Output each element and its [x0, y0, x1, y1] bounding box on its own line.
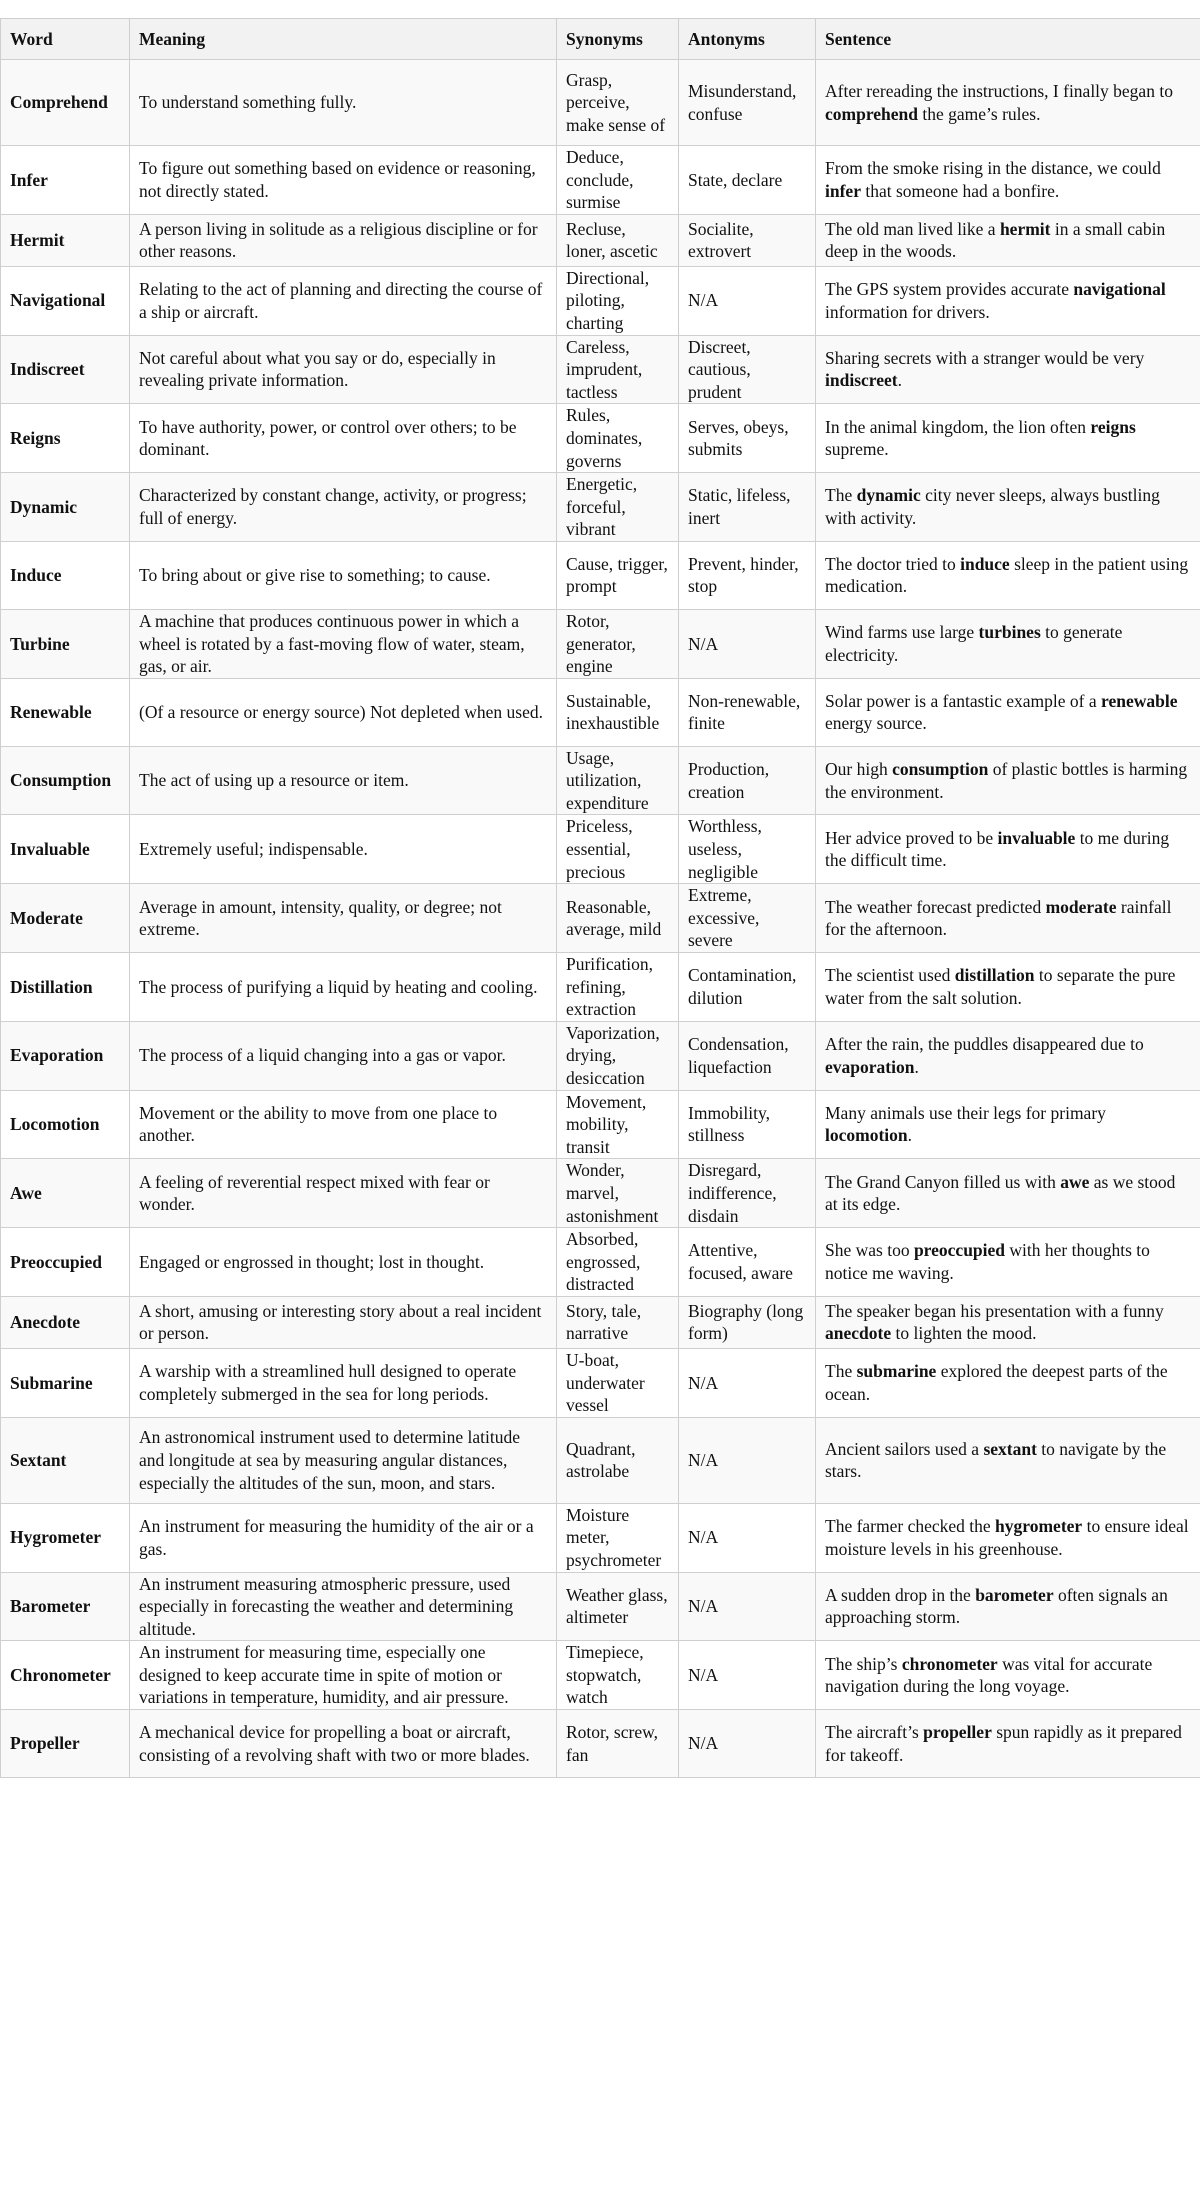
sentence-keyword: dynamic: [856, 485, 921, 506]
antonyms-cell: Worthless, useless, negligible: [679, 815, 816, 884]
antonyms-cell: Production, creation: [679, 746, 816, 815]
word-cell: Distillation: [1, 953, 130, 1022]
meaning-cell: Characterized by constant change, activity, or progress; full of energy.: [130, 473, 557, 542]
sentence-text: rainfall for the afternoon.: [825, 896, 1172, 940]
table-row: [1, 1417, 1200, 1503]
sentence-text: The Grand Canyon filled us with: [825, 1171, 1061, 1192]
meaning-cell: A mechanical device for propelling a boat or aircraft, consisting of a revolving shaft with two or more blades.: [130, 1710, 557, 1778]
synonyms-cell: Timepiece, stopwatch, watch: [557, 1641, 679, 1710]
table-row: [1, 146, 1200, 215]
sentence-text: that someone had a bonfire.: [860, 180, 1060, 201]
word-cell: Hermit: [1, 214, 130, 266]
sentence-keyword: anecdote: [825, 1323, 892, 1344]
sentence-text: Wind farms use large: [825, 622, 979, 643]
table-row: [1, 1296, 1200, 1348]
synonyms-cell: Directional, piloting, charting: [557, 266, 679, 335]
header-row: [1, 19, 1200, 60]
sentence-text: city never sleeps, always bustling with activity.: [825, 485, 1160, 529]
meaning-cell: The process of purifying a liquid by heating and cooling.: [130, 953, 557, 1022]
word-cell: Moderate: [1, 884, 130, 953]
sentence-cell: [816, 1296, 1200, 1348]
sentence-text: to lighten the mood.: [891, 1323, 1037, 1344]
sentence-cell: [816, 1021, 1200, 1090]
synonyms-cell: Vaporization, drying, desiccation: [557, 1021, 679, 1090]
table-row: [1, 541, 1200, 609]
meaning-cell: An instrument measuring atmospheric pressure, used especially in forecasting the weather and determining altitude.: [130, 1572, 557, 1641]
sentence-keyword: invaluable: [997, 827, 1076, 848]
word-cell: Hygrometer: [1, 1503, 130, 1572]
word-cell: Turbine: [1, 609, 130, 678]
table-row: [1, 884, 1200, 953]
sentence-keyword: sextant: [983, 1438, 1037, 1459]
sentence-text: Sharing secrets with a stranger would be very: [825, 347, 1145, 368]
sentence-text: to separate the pure water from the salt solution.: [825, 965, 1176, 1008]
sentence-text: energy source.: [825, 713, 927, 734]
antonyms-cell: Disregard, indifference, disdain: [679, 1159, 816, 1228]
meaning-cell: Average in amount, intensity, quality, or degree; not extreme.: [130, 884, 557, 953]
header-sentence: Sentence: [816, 19, 1200, 60]
sentence-text: explored the deepest parts of the ocean.: [825, 1361, 1168, 1404]
synonyms-cell: Purification, refining, extraction: [557, 953, 679, 1022]
synonyms-cell: Rules, dominates, governs: [557, 404, 679, 473]
sentence-text: From the smoke rising in the distance, we could: [825, 158, 1161, 179]
table-row: [1, 1228, 1200, 1297]
table-row: [1, 746, 1200, 815]
sentence-keyword: propeller: [923, 1721, 992, 1742]
table-row: [1, 609, 1200, 678]
synonyms-cell: U-boat, underwater vessel: [557, 1348, 679, 1417]
header-meaning: Meaning: [130, 19, 557, 60]
sentence-keyword: awe: [1060, 1171, 1090, 1192]
meaning-cell: An instrument for measuring time, especially one designed to keep accurate time in spite of motion or variations in temperature, humidity, and air pressure.: [130, 1641, 557, 1710]
sentence-keyword: evaporation: [825, 1056, 915, 1077]
synonyms-cell: Grasp, perceive, make sense of: [557, 60, 679, 146]
sentence-text: to me during the difficult time.: [825, 827, 1170, 871]
table-row: [1, 404, 1200, 473]
synonyms-cell: Wonder, marvel, astonishment: [557, 1159, 679, 1228]
word-cell: Propeller: [1, 1710, 130, 1778]
sentence-keyword: consumption: [892, 758, 989, 779]
synonyms-cell: Cause, trigger, prompt: [557, 541, 679, 609]
meaning-cell: A machine that produces continuous power in which a wheel is rotated by a fast-moving flow of water, steam, gas, or air.: [130, 609, 557, 678]
sentence-cell: [816, 1503, 1200, 1572]
synonyms-cell: Sustainable, inexhaustible: [557, 678, 679, 746]
table-row: [1, 60, 1200, 146]
vocabulary-table-container: [0, 18, 1200, 1778]
meaning-cell: A warship with a streamlined hull designed to operate completely submerged in the sea for long periods.: [130, 1348, 557, 1417]
table-row: [1, 1021, 1200, 1090]
sentence-text: Solar power is a fantastic example of a: [825, 690, 1102, 711]
antonyms-cell: Non-renewable, finite: [679, 678, 816, 746]
sentence-text: The: [825, 1361, 857, 1382]
sentence-text: Many animals use their legs for primary: [825, 1102, 1106, 1123]
sentence-text: .: [907, 1125, 913, 1146]
antonyms-cell: N/A: [679, 1503, 816, 1572]
antonyms-cell: Misunderstand, confuse: [679, 60, 816, 146]
sentence-cell: [816, 1641, 1200, 1710]
meaning-cell: The process of a liquid changing into a gas or vapor.: [130, 1021, 557, 1090]
antonyms-cell: N/A: [679, 1641, 816, 1710]
meaning-cell: (Of a resource or energy source) Not depleted when used.: [130, 678, 557, 746]
sentence-text: .: [897, 370, 902, 391]
sentence-text: of plastic bottles is harming the environment.: [825, 758, 1188, 802]
table-row: [1, 1503, 1200, 1572]
sentence-text: to ensure ideal moisture levels in his greenhouse.: [825, 1516, 1189, 1559]
synonyms-cell: Reasonable, average, mild: [557, 884, 679, 953]
sentence-keyword: distillation: [954, 965, 1035, 986]
meaning-cell: To understand something fully.: [130, 60, 557, 146]
sentence-keyword: reigns: [1090, 416, 1136, 437]
antonyms-cell: N/A: [679, 266, 816, 335]
sentence-keyword: indiscreet: [825, 370, 898, 391]
meaning-cell: The act of using up a resource or item.: [130, 746, 557, 815]
sentence-cell: [816, 953, 1200, 1022]
antonyms-cell: N/A: [679, 609, 816, 678]
antonyms-cell: Static, lifeless, inert: [679, 473, 816, 542]
sentence-cell: [816, 60, 1200, 146]
sentence-text: The ship’s: [825, 1653, 902, 1674]
synonyms-cell: Moisture meter, psychrometer: [557, 1503, 679, 1572]
sentence-keyword: moderate: [1045, 896, 1117, 917]
synonyms-cell: Quadrant, astrolabe: [557, 1417, 679, 1503]
sentence-cell: [816, 473, 1200, 542]
sentence-keyword: induce: [960, 553, 1010, 574]
word-cell: Awe: [1, 1159, 130, 1228]
table-row: [1, 1348, 1200, 1417]
header-word: Word: [1, 19, 130, 60]
table-row: [1, 214, 1200, 266]
sentence-cell: [816, 266, 1200, 335]
sentence-keyword: hygrometer: [995, 1516, 1083, 1537]
synonyms-cell: Energetic, forceful, vibrant: [557, 473, 679, 542]
sentence-text: was vital for accurate navigation during the long voyage.: [825, 1653, 1153, 1697]
meaning-cell: An instrument for measuring the humidity of the air or a gas.: [130, 1503, 557, 1572]
meaning-cell: An astronomical instrument used to determine latitude and longitude at sea by measuring angular distances, especially the altitudes of the sun, moon, and stars.: [130, 1417, 557, 1503]
antonyms-cell: State, declare: [679, 146, 816, 215]
vocabulary-table: [0, 18, 1200, 1778]
table-row: [1, 1572, 1200, 1641]
sentence-text: sleep in the patient using medication.: [825, 553, 1189, 597]
sentence-text: spun rapidly as it prepared for takeoff.: [825, 1721, 1182, 1765]
sentence-cell: [816, 146, 1200, 215]
sentence-cell: [816, 1710, 1200, 1778]
synonyms-cell: Weather glass, altimeter: [557, 1572, 679, 1641]
meaning-cell: To figure out something based on evidence or reasoning, not directly stated.: [130, 146, 557, 215]
synonyms-cell: Recluse, loner, ascetic: [557, 214, 679, 266]
synonyms-cell: Rotor, generator, engine: [557, 609, 679, 678]
sentence-text: The doctor tried to: [825, 553, 961, 574]
sentence-cell: [816, 404, 1200, 473]
sentence-text: She was too: [825, 1240, 914, 1261]
sentence-text: The speaker began his presentation with a funny: [825, 1300, 1164, 1321]
meaning-cell: A short, amusing or interesting story about a real incident or person.: [130, 1296, 557, 1348]
sentence-text: to navigate by the stars.: [825, 1438, 1167, 1482]
table-row: [1, 266, 1200, 335]
sentence-text: the game’s rules.: [918, 103, 1041, 124]
sentence-keyword: turbines: [978, 622, 1041, 643]
antonyms-cell: N/A: [679, 1710, 816, 1778]
antonyms-cell: N/A: [679, 1417, 816, 1503]
word-cell: Indiscreet: [1, 335, 130, 404]
sentence-cell: [816, 609, 1200, 678]
antonyms-cell: N/A: [679, 1348, 816, 1417]
sentence-keyword: barometer: [975, 1584, 1054, 1605]
word-cell: Dynamic: [1, 473, 130, 542]
sentence-text: with her thoughts to notice me waving.: [825, 1240, 1150, 1284]
table-row: [1, 953, 1200, 1022]
meaning-cell: Extremely useful; indispensable.: [130, 815, 557, 884]
meaning-cell: A person living in solitude as a religious discipline or for other reasons.: [130, 214, 557, 266]
sentence-text: The aircraft’s: [825, 1721, 924, 1742]
antonyms-cell: Discreet, cautious, prudent: [679, 335, 816, 404]
word-cell: Invaluable: [1, 815, 130, 884]
meaning-cell: Relating to the act of planning and directing the course of a ship or aircraft.: [130, 266, 557, 335]
header-antonyms: Antonyms: [679, 19, 816, 60]
sentence-text: .: [914, 1056, 919, 1077]
table-row: [1, 1641, 1200, 1710]
synonyms-cell: Priceless, essential, precious: [557, 815, 679, 884]
sentence-cell: [816, 1348, 1200, 1417]
table-row: [1, 1159, 1200, 1228]
antonyms-cell: Socialite, extrovert: [679, 214, 816, 266]
sentence-keyword: preoccupied: [913, 1240, 1006, 1261]
meaning-cell: Not careful about what you say or do, especially in revealing private information.: [130, 335, 557, 404]
sentence-text: information for drivers.: [825, 301, 990, 322]
word-cell: Chronometer: [1, 1641, 130, 1710]
table-row: [1, 1090, 1200, 1159]
sentence-text: The farmer checked the: [825, 1516, 996, 1537]
word-cell: Induce: [1, 541, 130, 609]
sentence-text: Her advice proved to be: [825, 827, 998, 848]
meaning-cell: Movement or the ability to move from one place to another.: [130, 1090, 557, 1159]
sentence-text: After rereading the instructions, I finally began to: [825, 80, 1173, 101]
sentence-text: often signals an approaching storm.: [825, 1584, 1168, 1628]
word-cell: Consumption: [1, 746, 130, 815]
antonyms-cell: Extreme, excessive, severe: [679, 884, 816, 953]
antonyms-cell: Serves, obeys, submits: [679, 404, 816, 473]
table-row: [1, 678, 1200, 746]
antonyms-cell: Contamination, dilution: [679, 953, 816, 1022]
sentence-cell: [816, 1159, 1200, 1228]
word-cell: Barometer: [1, 1572, 130, 1641]
word-cell: Renewable: [1, 678, 130, 746]
antonyms-cell: N/A: [679, 1572, 816, 1641]
sentence-text: After the rain, the puddles disappeared due to: [825, 1034, 1144, 1055]
antonyms-cell: Biography (long form): [679, 1296, 816, 1348]
sentence-text: to generate electricity.: [825, 622, 1123, 665]
sentence-cell: [816, 1572, 1200, 1641]
table-row: [1, 1710, 1200, 1778]
table-row: [1, 473, 1200, 542]
sentence-cell: [816, 815, 1200, 884]
sentence-text: Ancient sailors used a: [825, 1438, 984, 1459]
sentence-text: in a small cabin deep in the woods.: [825, 218, 1166, 262]
sentence-cell: [816, 335, 1200, 404]
sentence-text: supreme.: [825, 439, 889, 460]
sentence-keyword: comprehend: [825, 103, 919, 124]
antonyms-cell: Attentive, focused, aware: [679, 1228, 816, 1297]
word-cell: Submarine: [1, 1348, 130, 1417]
sentence-keyword: navigational: [1073, 279, 1166, 300]
word-cell: Reigns: [1, 404, 130, 473]
sentence-keyword: chronometer: [901, 1653, 998, 1674]
word-cell: Anecdote: [1, 1296, 130, 1348]
sentence-cell: [816, 1417, 1200, 1503]
word-cell: Evaporation: [1, 1021, 130, 1090]
sentence-keyword: infer: [825, 180, 861, 201]
synonyms-cell: Absorbed, engrossed, distracted: [557, 1228, 679, 1297]
word-cell: Locomotion: [1, 1090, 130, 1159]
meaning-cell: Engaged or engrossed in thought; lost in thought.: [130, 1228, 557, 1297]
word-cell: Comprehend: [1, 60, 130, 146]
sentence-text: The: [825, 485, 857, 506]
synonyms-cell: Movement, mobility, transit: [557, 1090, 679, 1159]
sentence-text: The weather forecast predicted: [825, 896, 1046, 917]
sentence-keyword: submarine: [856, 1361, 937, 1382]
sentence-cell: [816, 541, 1200, 609]
synonyms-cell: Story, tale, narrative: [557, 1296, 679, 1348]
antonyms-cell: Immobility, stillness: [679, 1090, 816, 1159]
meaning-cell: To bring about or give rise to something; to cause.: [130, 541, 557, 609]
synonyms-cell: Rotor, screw, fan: [557, 1710, 679, 1778]
synonyms-cell: Deduce, conclude, surmise: [557, 146, 679, 215]
antonyms-cell: Prevent, hinder, stop: [679, 541, 816, 609]
sentence-cell: [816, 746, 1200, 815]
word-cell: Preoccupied: [1, 1228, 130, 1297]
sentence-text: as we stood at its edge.: [825, 1171, 1176, 1215]
word-cell: Navigational: [1, 266, 130, 335]
sentence-cell: [816, 1228, 1200, 1297]
sentence-cell: [816, 214, 1200, 266]
sentence-text: The old man lived like a: [825, 218, 1000, 239]
sentence-text: The GPS system provides accurate: [825, 279, 1074, 300]
sentence-keyword: locomotion: [825, 1125, 908, 1146]
sentence-cell: [816, 884, 1200, 953]
sentence-text: In the animal kingdom, the lion often: [825, 416, 1091, 437]
table-body: [1, 60, 1200, 1778]
table-row: [1, 815, 1200, 884]
header-synonyms: Synonyms: [557, 19, 679, 60]
sentence-keyword: renewable: [1101, 690, 1178, 711]
meaning-cell: A feeling of reverential respect mixed with fear or wonder.: [130, 1159, 557, 1228]
synonyms-cell: Usage, utilization, expenditure: [557, 746, 679, 815]
table-row: [1, 335, 1200, 404]
sentence-cell: [816, 678, 1200, 746]
synonyms-cell: Careless, imprudent, tactless: [557, 335, 679, 404]
word-cell: Infer: [1, 146, 130, 215]
sentence-text: A sudden drop in the: [825, 1584, 976, 1605]
sentence-text: The scientist used: [825, 965, 955, 986]
meaning-cell: To have authority, power, or control over others; to be dominant.: [130, 404, 557, 473]
antonyms-cell: Condensation, liquefaction: [679, 1021, 816, 1090]
sentence-keyword: hermit: [999, 218, 1051, 239]
sentence-cell: [816, 1090, 1200, 1159]
sentence-text: Our high: [825, 758, 893, 779]
word-cell: Sextant: [1, 1417, 130, 1503]
